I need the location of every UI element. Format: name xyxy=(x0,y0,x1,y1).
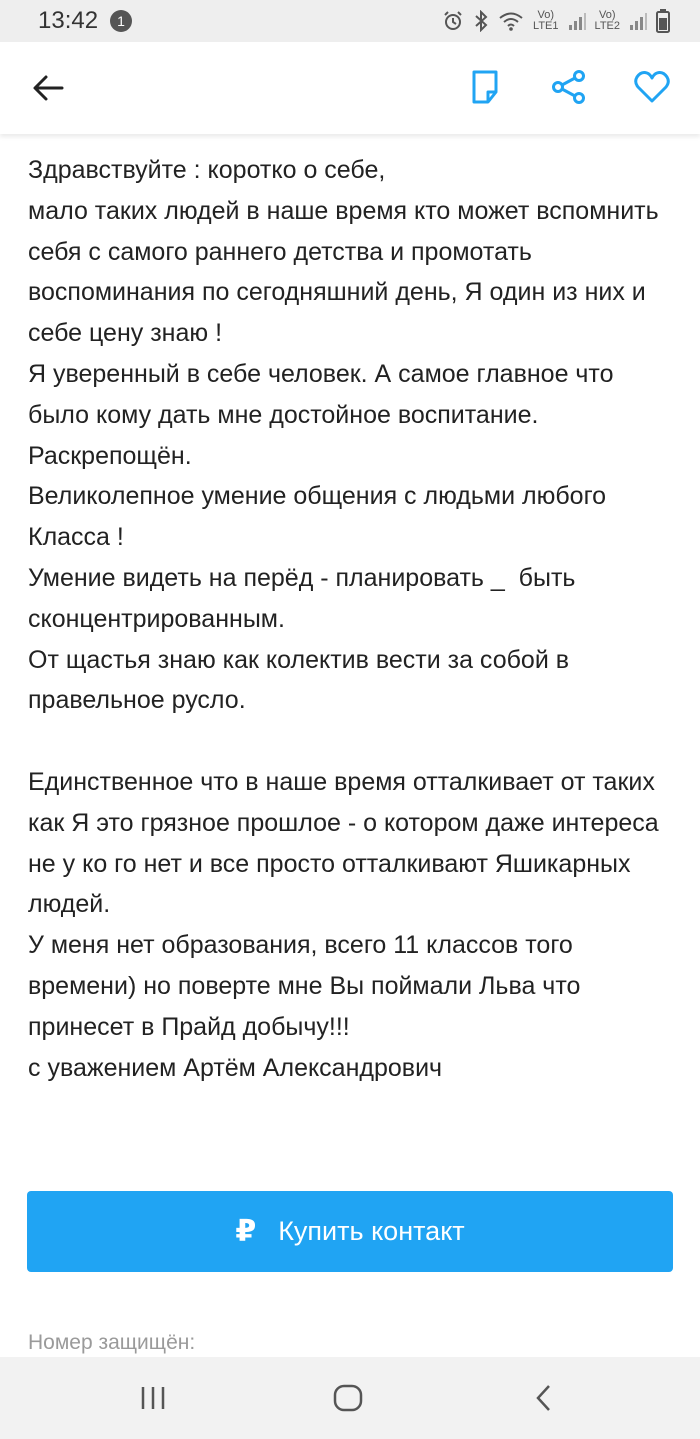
app-header xyxy=(0,42,700,134)
system-navigation-bar xyxy=(0,1357,700,1439)
alarm-icon xyxy=(442,10,464,32)
phone-protected-label: Номер защищён: xyxy=(28,1331,196,1354)
back-nav-icon[interactable] xyxy=(527,1381,561,1415)
note-icon[interactable] xyxy=(466,68,504,106)
ruble-icon: ₽ xyxy=(235,1215,257,1248)
wifi-icon xyxy=(498,10,524,32)
home-icon[interactable] xyxy=(331,1381,365,1415)
sim1-lte-label: Vo) LTE1 xyxy=(533,9,559,32)
buy-contact-label: Купить контакт xyxy=(278,1216,465,1246)
status-icons xyxy=(442,9,670,33)
profile-description: Здравствуйте : коротко о себе, мало таких людей в наше время кто может вспомнить себя с самого раннего детства и промотать воспоминания по сегодняшний день, Я один из них и себе цену знаю ! Я уверенный в себе человек. А самое главное что было кому дать мне достойное воспитание. Раскрепощён. Великолепное умение общения с людьми любого Класса ! Умение видеть на перёд - планировать _ быть сконцентрированным. От щастья знаю как колектив вести за собой в правельное русло. Единственное что в наше время отталкивает от таких как Я это грязное прошлое - о котором даже интереса не у ко го нет и все просто отталкивают Яшикарных людей. У меня нет образования, всего 11 классов того времени) но поверте мне Вы поймали Льва что принесет в Прайд добычу!!! с уважением Артём Александрович xyxy=(28,156,659,1082)
heart-icon[interactable] xyxy=(633,68,671,106)
notification-count-badge: 1 xyxy=(110,10,132,32)
battery-icon xyxy=(656,9,670,33)
signal-sim1-icon xyxy=(568,11,586,31)
buy-contact-button[interactable] xyxy=(27,1191,673,1272)
back-arrow-icon[interactable] xyxy=(30,70,66,106)
status-bar xyxy=(0,0,700,42)
status-time: 13:42 xyxy=(38,7,99,34)
signal-sim2-icon xyxy=(629,11,647,31)
recent-apps-icon[interactable] xyxy=(136,1381,170,1415)
bluetooth-icon xyxy=(473,10,489,32)
share-icon[interactable] xyxy=(550,68,588,106)
sim2-lte-label: Vo) LTE2 xyxy=(594,9,620,32)
